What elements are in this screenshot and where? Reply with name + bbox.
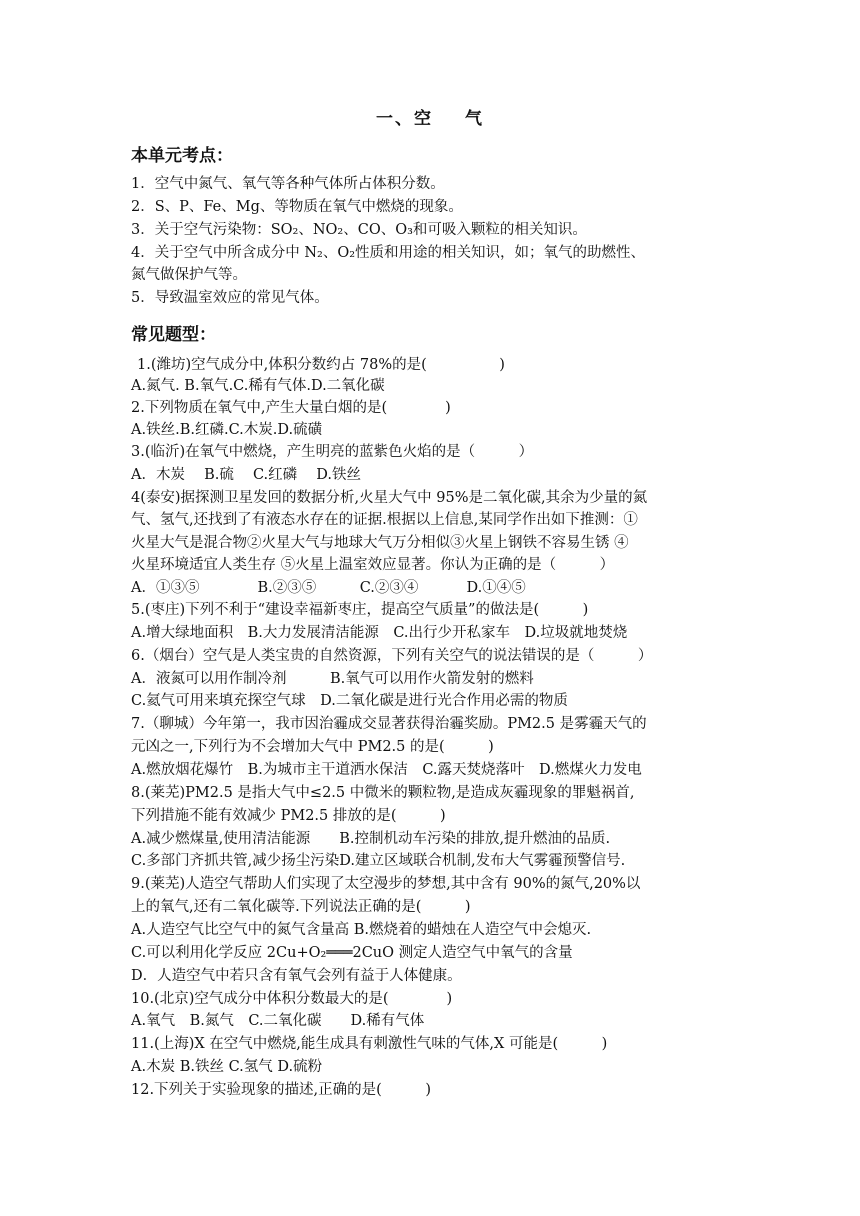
question-line: 火星环境适宜人类生存 ⑤火星上温室效应显著。你认为正确的是（ ） xyxy=(131,557,615,573)
question-line: 4(泰安)据探测卫星发回的数据分析,火星大气中 95%是二氧化碳,其余为少量的氮 xyxy=(131,490,648,506)
section-heading-question-types: 常见题型： xyxy=(131,325,216,345)
question-line: D．人造空气中若只含有氧气会列有益于人体健康。 xyxy=(131,968,462,984)
question-line: A．木炭 B.硫 C.红磷 D.铁丝 xyxy=(131,467,361,483)
question-line: 5.(枣庄)下列不利于“建设幸福新枣庄，提高空气质量”的做法是( ) xyxy=(131,602,589,618)
question-line: 6.（烟台）空气是人类宝贵的自然资源，下列有关空气的说法错误的是（ ） xyxy=(131,648,653,664)
question-line: 元凶之一,下列行为不会增加大气中 PM2.5 的是( ) xyxy=(131,739,494,755)
question-line: A.氮气. B.氧气.C.稀有气体.D.二氧化碳 xyxy=(131,378,385,394)
question-line: A.木炭 B.铁丝 C.氢气 D.硫粉 xyxy=(131,1059,323,1075)
question-line: A.氧气 B.氮气 C.二氧化碳 D.稀有气体 xyxy=(131,1013,425,1029)
question-line: A.增大绿地面积 B.大力发展清洁能源 C.出行少开私家车 D.垃圾就地焚烧 xyxy=(131,625,628,641)
key-point-4-cont: 氮气做保护气等。 xyxy=(131,267,247,283)
key-point-3: 3．关于空气污染物：SO₂、NO₂、CO、O₃和可吸入颗粒的相关知识。 xyxy=(131,222,587,238)
question-line: 3.(临沂)在氧气中燃烧，产生明亮的蓝紫色火焰的是（ ） xyxy=(131,444,534,460)
key-point-1: 1．空气中氮气、氧气等各种气体所占体积分数。 xyxy=(131,176,445,192)
section-heading-key-points: 本单元考点： xyxy=(131,146,233,166)
question-line: A．①③⑤ B.②③⑤ C.②③④ D.①④⑤ xyxy=(131,580,526,596)
question-line: 上的氧气,还有二氧化碳等.下列说法正确的是( ) xyxy=(131,899,471,915)
title-right: 气 xyxy=(465,109,484,129)
question-line: C.多部门齐抓共管,减少扬尘污染D.建立区域联合机制,发布大气雾霾预警信号. xyxy=(131,853,626,869)
key-point-5: 5．导致温室效应的常见气体。 xyxy=(131,290,329,306)
question-line: A.人造空气比空气中的氮气含量高 B.燃烧着的蜡烛在人造空气中会熄灭. xyxy=(131,922,592,938)
question-line: C.可以利用化学反应 2Cu+O₂═══2CuO 测定人造空气中氧气的含量 xyxy=(131,945,573,961)
question-line: 11.(上海)X 在空气中燃烧,能生成具有刺激性气味的气体,X 可能是( ) xyxy=(131,1036,608,1052)
question-line: A．液氮可以用作制冷剂 B.氧气可以用作火箭发射的燃料 xyxy=(131,671,534,687)
question-line: 10.(北京)空气成分中体积分数最大的是( ) xyxy=(131,991,453,1007)
question-line: A.铁丝.B.红磷.C.木炭.D.硫磺 xyxy=(131,422,323,438)
key-point-2: 2．S、P、Fe、Mg、等物质在氧气中燃烧的现象。 xyxy=(131,199,463,215)
question-line: C.氦气可用来填充探空气球 D.二氧化碳是进行光合作用必需的物质 xyxy=(131,693,568,709)
question-line: 8.(莱芜)PM2.5 是指大气中≤2.5 中微米的颗粒物,是造成灰霾现象的罪魁祸首, xyxy=(131,785,635,801)
key-point-4: 4．关于空气中所含成分中 N₂、O₂性质和用途的相关知识，如；氧气的助燃性、 xyxy=(131,245,646,261)
question-line: 1.(潍坊)空气成分中,体积分数约占 78%的是( ) xyxy=(137,357,505,373)
question-line: 2.下列物质在氧气中,产生大量白烟的是( ) xyxy=(131,400,451,416)
question-line: 气、氢气,还找到了有液态水存在的证据.根据以上信息,某同学作出如下推测：① xyxy=(131,512,638,528)
question-line: 下列措施不能有效减少 PM2.5 排放的是( ) xyxy=(131,808,446,824)
question-line: 9.(莱芜)人造空气帮助人们实现了太空漫步的梦想,其中含有 90%的氮气,20%以 xyxy=(131,876,641,892)
title-left: 一、空 xyxy=(376,109,433,129)
question-line: 火星大气是混合物②火星大气与地球大气万分相似③火星上钢铁不容易生锈 ④ xyxy=(131,535,629,551)
page-title xyxy=(0,104,860,129)
question-line: A.减少燃煤量,使用清洁能源 B.控制机动车污染的排放,提升燃油的品质. xyxy=(131,831,611,847)
question-line: A.燃放烟花爆竹 B.为城市主干道洒水保洁 C.露天焚烧落叶 D.燃煤火力发电 xyxy=(131,762,642,778)
question-line: 12.下列关于实验现象的描述,正确的是( ) xyxy=(131,1082,431,1098)
question-line: 7.（聊城）今年第一，我市因治霾成交显著获得治霾奖励。PM2.5 是雾霾天气的 xyxy=(131,716,647,732)
